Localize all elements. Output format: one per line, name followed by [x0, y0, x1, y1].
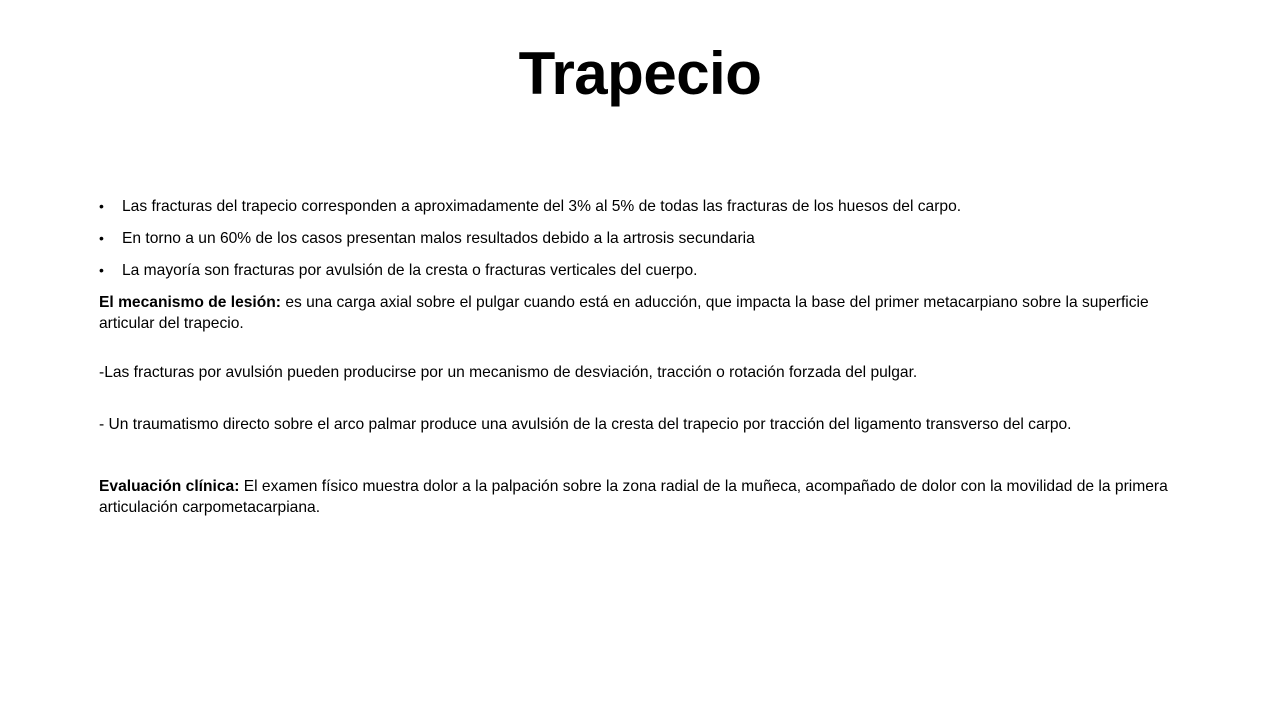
bullet-text: La mayoría son fracturas por avulsión de la cresta o fracturas verticales del cuerpo. — [122, 262, 698, 279]
evaluation-paragraph — [99, 476, 1179, 518]
trauma-paragraph: - Un traumatismo directo sobre el arco palmar produce una avulsión de la cresta del trapecio por tracción del ligamento transverso del carpo. — [99, 416, 1072, 433]
bullet-icon: • — [99, 198, 104, 214]
bullet-list — [99, 196, 1179, 281]
slide-content — [99, 196, 1179, 518]
mechanism-text: es una carga axial sobre el pulgar cuando está en aducción, que impacta la base del primer metacarpiano sobre la superficie articular del trapecio. — [99, 294, 1149, 332]
bullet-icon: • — [99, 262, 104, 278]
evaluation-text: El examen físico muestra dolor a la palpación sobre la zona radial de la muñeca, acompañado de dolor con la movilidad de la primera articulación carpometacarpiana. — [99, 478, 1168, 516]
evaluation-label: Evaluación clínica: — [99, 478, 240, 495]
bullet-item — [99, 228, 1179, 249]
bullet-item — [99, 196, 1179, 217]
avulsion-paragraph: -Las fracturas por avulsión pueden producirse por un mecanismo de desviación, tracción o rotación forzada del pulgar. — [99, 364, 918, 381]
bullet-text: En torno a un 60% de los casos presentan malos resultados debido a la artrosis secundaria — [122, 230, 755, 247]
slide-title: Trapecio — [518, 40, 762, 107]
mechanism-paragraph — [99, 292, 1179, 334]
mechanism-label: El mecanismo de lesión: — [99, 294, 281, 311]
bullet-icon: • — [99, 230, 104, 246]
bullet-text: Las fracturas del trapecio corresponden a aproximadamente del 3% al 5% de todas las fracturas de los huesos del carpo. — [122, 198, 962, 215]
bullet-item — [99, 260, 1179, 281]
